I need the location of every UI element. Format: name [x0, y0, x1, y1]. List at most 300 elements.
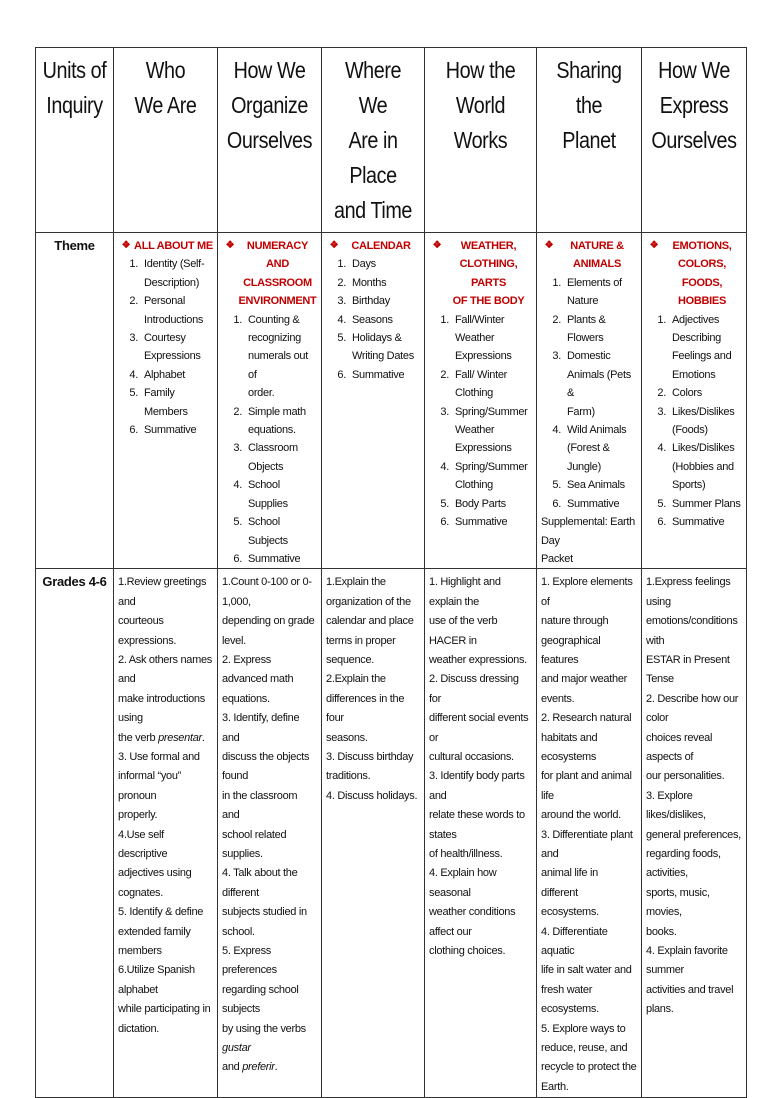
- list-item: [326, 274, 420, 292]
- objective-line: clothing choices.: [429, 945, 506, 958]
- objective-line: 5. Explore ways to: [541, 1022, 626, 1035]
- objectives-cell: [425, 569, 537, 1098]
- item-number: 1.: [129, 258, 138, 271]
- theme-title-line: ENVIRONMENT: [238, 295, 317, 308]
- item-number: 4.: [233, 479, 242, 492]
- objective-line: 5. Express preferences: [222, 945, 277, 977]
- theme-title: [222, 237, 317, 311]
- theme-title: [541, 237, 637, 274]
- theme-title-line: ANIMALS: [572, 258, 621, 271]
- objective-line: make introductions using: [118, 692, 205, 725]
- objective-line: by using the verbs gustar: [222, 1022, 306, 1055]
- objective-line: reduce, reuse, and: [541, 1042, 628, 1055]
- item-number: 3.: [552, 350, 561, 363]
- list-item: [541, 495, 637, 513]
- item-number: 5.: [337, 332, 346, 345]
- item-line: Expressions: [144, 350, 201, 363]
- item-text: [144, 421, 213, 439]
- objective-line: of health/illness.: [429, 848, 503, 860]
- item-line: numerals out of: [248, 350, 308, 381]
- header-line: Planet: [562, 127, 616, 153]
- objective-line: life in salt water and: [541, 964, 632, 977]
- item-text: [672, 403, 742, 440]
- item-text: [455, 458, 532, 495]
- item-number: 6.: [657, 516, 666, 529]
- objective-line: general preferences,: [646, 828, 741, 841]
- item-line: Identity (Self-: [144, 258, 205, 271]
- list-item: [222, 403, 317, 440]
- item-line: Likes/Dislikes: [672, 405, 735, 418]
- theme-list: [646, 311, 742, 532]
- objective-line: different social events or: [429, 712, 529, 744]
- item-line: Weather: [455, 424, 495, 437]
- objective-line: weather expressions.: [429, 653, 527, 666]
- objective-line: choices reveal aspects of: [646, 731, 713, 763]
- item-line: Courtesy: [144, 332, 186, 345]
- list-item: [326, 311, 420, 329]
- item-line: Body Parts: [455, 497, 506, 510]
- list-item: [646, 495, 742, 513]
- header-line: How We: [233, 57, 306, 83]
- objective-line: calendar and place: [326, 615, 414, 628]
- theme-list: [326, 255, 420, 384]
- item-line: equations.: [248, 424, 296, 437]
- objective-line: subjects studied in school.: [222, 906, 307, 938]
- theme-content: [537, 233, 641, 568]
- item-line: Domestic: [567, 350, 611, 363]
- objectives-cell: [322, 569, 425, 1098]
- item-line: Colors: [672, 387, 702, 400]
- theme-cell: [642, 233, 747, 569]
- list-item: [222, 513, 317, 550]
- item-line: Plants &: [567, 313, 606, 326]
- header-line: Express: [659, 92, 729, 118]
- objective-line: regarding school subjects: [222, 983, 299, 1016]
- item-line: Nature: [567, 295, 599, 308]
- header-line: World Works: [453, 92, 508, 153]
- item-number: 3.: [440, 405, 449, 418]
- objective-line: 4. Discuss holidays.: [326, 789, 418, 802]
- item-line: Objects: [248, 460, 284, 473]
- objective-line: 2. Research natural: [541, 712, 632, 725]
- objective-line: 3. Identify, define and: [222, 712, 300, 744]
- theme-title-text: [238, 237, 317, 311]
- objective-line: for plant and animal life: [541, 770, 632, 802]
- item-text: [248, 439, 317, 476]
- item-number: 1.: [552, 276, 561, 289]
- theme-title-line: NATURE &: [570, 240, 624, 252]
- theme-title-text: [557, 237, 637, 274]
- diamond-star-icon: ❖: [649, 240, 659, 251]
- item-number: 6.: [129, 424, 138, 437]
- list-item: [118, 329, 213, 366]
- item-text: [567, 347, 637, 421]
- item-text: [248, 403, 317, 440]
- item-line: Members: [144, 405, 188, 418]
- item-number: 2.: [552, 313, 561, 326]
- theme-title: [118, 237, 213, 255]
- item-number: 3.: [337, 295, 346, 308]
- objective-line: around the world.: [541, 809, 621, 822]
- item-line: Holidays &: [352, 332, 402, 345]
- item-line: Summative: [248, 552, 301, 565]
- objective-line: animal life in different: [541, 867, 598, 899]
- objective-line: cultural occasions.: [429, 750, 514, 763]
- item-text: [144, 292, 213, 329]
- item-number: 1.: [440, 313, 449, 326]
- item-text: [248, 513, 317, 550]
- objective-line: 3. Discuss birthday: [326, 750, 414, 763]
- item-number: 2.: [657, 387, 666, 400]
- item-text: [567, 421, 637, 476]
- item-line: Emotions: [672, 368, 716, 381]
- list-item: [646, 513, 742, 531]
- theme-title-text: [134, 237, 213, 255]
- header-cell: [322, 48, 425, 233]
- theme-content: [218, 233, 321, 568]
- objective-line: and major weather: [541, 673, 628, 686]
- objective-line: use of the verb HACER in: [429, 615, 498, 647]
- list-item: [541, 476, 637, 494]
- item-number: 6.: [337, 368, 346, 381]
- item-number: 5.: [657, 497, 666, 510]
- diamond-star-icon: ❖: [329, 240, 339, 251]
- objective-line: Earth.: [541, 1080, 569, 1093]
- objective-line: sports, music, movies,: [646, 886, 710, 919]
- item-number: 5.: [440, 497, 449, 510]
- item-line: Simple math: [248, 405, 306, 418]
- item-line: Introductions: [144, 313, 204, 326]
- theme-title-line: AND: [266, 258, 289, 271]
- objectives-content: [218, 569, 321, 1078]
- item-line: Sea Animals: [567, 479, 625, 492]
- item-line: Flowers: [567, 332, 604, 345]
- objective-line: 5. Identify & define: [118, 906, 204, 919]
- list-item: [118, 292, 213, 329]
- objective-line: 4. Talk about the different: [222, 867, 298, 899]
- objective-line: 2. Ask others names and: [118, 653, 212, 686]
- objective-line: while participating in: [118, 1003, 211, 1016]
- column-header: [41, 48, 107, 127]
- objective-line: the verb presentar.: [118, 731, 205, 744]
- header-line: Ourselves: [651, 127, 737, 153]
- item-line: Animals (Pets &: [567, 368, 631, 400]
- item-number: 6.: [440, 516, 449, 529]
- item-text: [352, 311, 420, 329]
- list-item: [222, 311, 317, 403]
- list-item: [429, 403, 532, 458]
- objective-line: discuss the objects found: [222, 750, 310, 783]
- objective-line: 3. Explore likes/dislikes,: [646, 789, 706, 822]
- item-number: 6.: [552, 497, 561, 510]
- objectives-cell: [218, 569, 322, 1098]
- item-text: [455, 513, 532, 531]
- header-line: Inquiry: [46, 92, 103, 118]
- item-text: [455, 311, 532, 366]
- theme-content: [642, 233, 746, 532]
- theme-title-line: CLOTHING, PARTS: [459, 258, 518, 289]
- item-line: Expressions: [455, 350, 512, 363]
- item-line: Describing: [672, 332, 721, 345]
- theme-list: [222, 311, 317, 569]
- list-item: [326, 366, 420, 384]
- objectives-content: [114, 569, 217, 1039]
- objective-line: 4. Explain favorite summer: [646, 945, 728, 977]
- objectives-content: [537, 569, 641, 1097]
- objective-line: recycle to protect the: [541, 1061, 637, 1074]
- item-line: Weather: [455, 332, 495, 345]
- objective-line: differences in the four: [326, 692, 405, 725]
- objective-line: 3. Identify body parts and: [429, 770, 525, 802]
- item-text: [672, 495, 742, 513]
- column-header: [544, 48, 633, 162]
- item-text: [248, 550, 317, 568]
- diamond-star-icon: ❖: [121, 240, 131, 251]
- item-number: 2.: [440, 368, 449, 381]
- theme-title: [429, 237, 532, 311]
- theme-title-line: EMOTIONS,: [672, 240, 732, 252]
- objective-line: 4. Differentiate aquatic: [541, 925, 608, 958]
- list-item: [541, 421, 637, 476]
- theme-title-line: WEATHER,: [460, 240, 517, 252]
- diamond-star-icon: ❖: [225, 240, 235, 251]
- item-text: [352, 329, 420, 366]
- item-line: Days: [352, 258, 376, 271]
- theme-title: [326, 237, 420, 255]
- item-line: order.: [248, 387, 275, 400]
- item-text: [144, 384, 213, 421]
- item-number: 5.: [129, 387, 138, 400]
- objective-line: 1. Explore elements of: [541, 576, 633, 608]
- item-line: Fall/Winter: [455, 313, 505, 326]
- item-number: 2.: [233, 405, 242, 418]
- objectives-content: [425, 569, 536, 961]
- list-item: [222, 550, 317, 568]
- list-item: [429, 366, 532, 403]
- objective-line: depending on grade level.: [222, 615, 315, 647]
- verb-emphasis: gustar: [222, 1042, 251, 1055]
- theme-title-text: [445, 237, 532, 311]
- item-line: Farm): [567, 405, 595, 418]
- objective-line: 2. Express advanced math: [222, 653, 294, 686]
- column-header: [225, 48, 314, 162]
- supplemental-line: Packet: [541, 552, 573, 565]
- list-item: [646, 403, 742, 440]
- item-number: 4.: [552, 424, 561, 437]
- list-item: [429, 458, 532, 495]
- list-item: [646, 439, 742, 494]
- objective-line: 1.Count 0-100 or 0-1,000,: [222, 576, 312, 608]
- item-line: Spring/Summer: [455, 460, 528, 473]
- theme-cell: [322, 233, 425, 569]
- theme-row: [36, 233, 747, 569]
- objective-line: 4.Use self descriptive: [118, 828, 168, 860]
- header-line: How the: [445, 57, 516, 83]
- theme-row-label: [36, 233, 114, 569]
- item-line: Clothing: [455, 387, 493, 400]
- theme-title-line: NUMERACY: [246, 240, 309, 252]
- objective-line: 6.Utilize Spanish alphabet: [118, 964, 195, 996]
- theme-title-line: COLORS, FOODS,: [677, 258, 726, 289]
- column-header: [433, 48, 528, 162]
- item-text: [352, 274, 420, 292]
- objective-line: members: [118, 945, 162, 958]
- objectives-content: [642, 569, 746, 1019]
- header-cell: [114, 48, 218, 233]
- item-line: Wild Animals: [567, 424, 627, 437]
- header-cell: [537, 48, 642, 233]
- objective-line: nature through: [541, 615, 609, 628]
- objective-line: and preferir.: [222, 1061, 278, 1074]
- list-item: [118, 366, 213, 384]
- item-text: [144, 255, 213, 292]
- header-line: Where We: [344, 57, 402, 118]
- objective-line: 1.Review greetings and: [118, 576, 207, 608]
- item-text: [144, 329, 213, 366]
- item-text: [567, 274, 637, 311]
- item-text: [352, 292, 420, 310]
- supplemental-line: Supplemental: Earth Day: [541, 516, 635, 547]
- item-text: [567, 476, 637, 494]
- item-line: Expressions: [455, 442, 512, 455]
- theme-title-text: [342, 237, 420, 255]
- header-cell: [36, 48, 114, 233]
- item-line: Alphabet: [144, 368, 186, 381]
- item-text: [248, 311, 317, 403]
- item-line: School Subjects: [248, 516, 288, 547]
- item-text: [672, 513, 742, 531]
- objective-line: organization of the: [326, 595, 411, 608]
- item-line: Summative: [455, 516, 508, 529]
- objective-line: 3. Differentiate plant and: [541, 828, 633, 860]
- item-number: 3.: [129, 332, 138, 345]
- objectives-content: [322, 569, 424, 806]
- item-number: 1.: [233, 313, 242, 326]
- theme-list: [118, 255, 213, 439]
- verb-emphasis: presentar: [158, 731, 202, 744]
- objective-line: our personalities.: [646, 770, 725, 783]
- item-line: recognizing: [248, 332, 301, 345]
- header-cell: [642, 48, 747, 233]
- item-line: Feelings and: [672, 350, 732, 363]
- theme-title-text: [662, 237, 742, 311]
- objective-line: 2.Explain the: [326, 673, 386, 686]
- item-text: [352, 255, 420, 273]
- theme-title-line: CLASSROOM: [243, 276, 312, 289]
- item-line: (Hobbies and: [672, 460, 734, 473]
- objective-line: seasons.: [326, 731, 368, 744]
- item-number: 4.: [337, 313, 346, 326]
- item-text: [455, 495, 532, 513]
- item-number: 3.: [233, 442, 242, 455]
- item-text: [455, 366, 532, 403]
- header-row: [36, 48, 747, 233]
- item-number: 3.: [657, 405, 666, 418]
- item-line: Likes/Dislikes: [672, 442, 735, 455]
- item-line: Summative: [567, 497, 620, 510]
- item-line: Birthday: [352, 295, 390, 308]
- list-item: [541, 274, 637, 311]
- theme-content: [114, 233, 217, 439]
- item-line: (Foods): [672, 424, 708, 437]
- item-line: Sports): [672, 479, 706, 492]
- item-text: [672, 439, 742, 494]
- item-line: Fall/ Winter: [455, 368, 508, 381]
- header-cell: [218, 48, 322, 233]
- list-item: [646, 311, 742, 385]
- list-item: [326, 255, 420, 273]
- theme-cell: [218, 233, 322, 569]
- column-header: [649, 48, 738, 162]
- list-item: [118, 384, 213, 421]
- list-item: [541, 311, 637, 348]
- item-text: [352, 366, 420, 384]
- objective-line: informal “you” pronoun: [118, 770, 182, 802]
- objective-line: activities and travel plans.: [646, 983, 734, 1016]
- grades-label: Grades 4-6: [42, 574, 107, 590]
- item-number: 4.: [440, 460, 449, 473]
- item-number: 2.: [337, 276, 346, 289]
- item-line: Clothing: [455, 479, 493, 492]
- item-line: Months: [352, 276, 387, 289]
- item-line: Adjectives: [672, 313, 720, 326]
- objective-line: 4. Explain how seasonal: [429, 867, 497, 899]
- item-line: Elements of: [567, 276, 622, 289]
- objectives-cell: [642, 569, 747, 1098]
- objective-line: habitats and ecosystems: [541, 731, 598, 763]
- objective-line: sequence.: [326, 653, 375, 666]
- item-line: School Supplies: [248, 479, 288, 510]
- item-number: 5.: [552, 479, 561, 492]
- item-line: Summative: [352, 368, 405, 381]
- objective-line: equations.: [222, 692, 270, 705]
- item-text: [144, 366, 213, 384]
- objective-line: ecosystems.: [541, 906, 599, 919]
- theme-cell: [537, 233, 642, 569]
- objective-line: emotions/conditions with: [646, 615, 738, 647]
- objective-line: 1. Highlight and explain the: [429, 576, 501, 608]
- list-item: [118, 255, 213, 292]
- list-item: [326, 329, 420, 366]
- objective-line: traditions.: [326, 770, 371, 783]
- objective-line: in the classroom and: [222, 789, 298, 822]
- item-line: (Forest &: [567, 442, 610, 455]
- item-text: [567, 495, 637, 513]
- list-item: [429, 311, 532, 366]
- objective-line: geographical features: [541, 634, 601, 666]
- objective-line: dictation.: [118, 1022, 160, 1035]
- item-text: [672, 311, 742, 385]
- objective-line: events.: [541, 692, 575, 705]
- objective-line: 3. Use formal and: [118, 750, 200, 763]
- objective-line: extended family: [118, 925, 191, 938]
- objective-line: relate these words to states: [429, 809, 525, 841]
- item-line: Jungle): [567, 460, 601, 473]
- item-line: Writing Dates: [352, 350, 414, 363]
- list-item: [541, 347, 637, 421]
- objectives-cell: [537, 569, 642, 1098]
- objective-line: ESTAR in Present Tense: [646, 653, 730, 686]
- list-item: [222, 476, 317, 513]
- column-header: [121, 48, 210, 127]
- item-line: Seasons: [352, 313, 393, 326]
- objective-line: 1.Explain the: [326, 576, 386, 589]
- header-cell: [425, 48, 537, 233]
- objective-line: school related supplies.: [222, 828, 287, 860]
- item-number: 4.: [129, 368, 138, 381]
- item-number: 2.: [129, 295, 138, 308]
- objective-line: regarding foods, activities,: [646, 848, 721, 880]
